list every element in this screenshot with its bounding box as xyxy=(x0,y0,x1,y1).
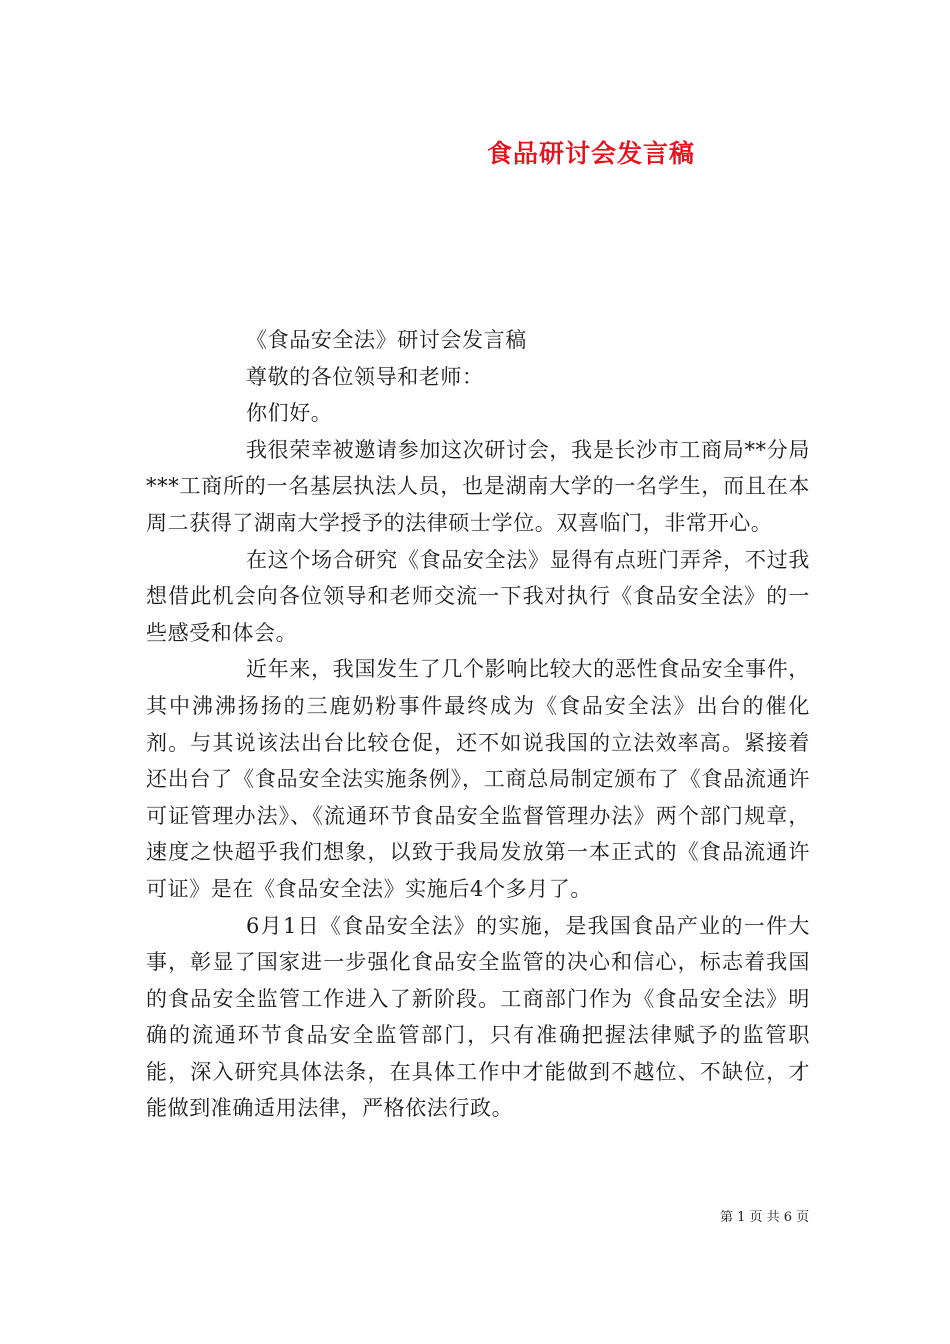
salutation: 尊敬的各位领导和老师： xyxy=(246,364,484,389)
page-title: 食品研讨会发言稿 xyxy=(487,139,696,168)
speech-heading: 《食品安全法》研讨会发言稿 xyxy=(246,328,527,352)
document-body xyxy=(146,322,810,1127)
greeting: 你们好。 xyxy=(246,401,333,426)
paragraph-background: 近年来，我国发生了几个影响比较大的恶性食品安全事件，其中沸沸扬扬的三鹿奶粉事件最终成为《食品安全法》出台的催化剂。与其说该法出台比较仓促，还不如说我国的立法效率高。紧接着还出台了《食品安全法实施条例》，工商总局制定颁布了《食品流通许可证管理办法》、《流通环节食品安全监督管理办法》两个部门规章，速度之快超乎我们想象，以致于我局发放第一本正式的《食品流通许可证》是在《食品安全法》实施后4个多月了。 xyxy=(146,657,810,901)
page-number: 第 1 页 共 6 页 xyxy=(720,1210,810,1225)
paragraph-purpose: 在这个场合研究《食品安全法》显得有点班门弄斧，不过我想借此机会向各位领导和老师交流一下我对执行《食品安全法》的一些感受和体会。 xyxy=(146,547,810,645)
paragraph-introduction: 我很荣幸被邀请参加这次研讨会，我是长沙市工商局**分局***工商所的一名基层执法人员，也是湖南大学的一名学生，而且在本周二获得了湖南大学授予的法律硕士学位。双喜临门，非常开心。 xyxy=(146,437,810,535)
paragraph-implementation: 6月1日《食品安全法》的实施，是我国食品产业的一件大事，彰显了国家进一步强化食品安全监管的决心和信心，标志着我国的食品安全监管工作进入了新阶段。工商部门作为《食品安全法》明确的流通环节食品安全监管部门，只有准确把握法律赋予的监管职能，深入研究具体法条，在具体工作中才能做到不越位、不缺位，才能做到准确适用法律，严格依法行政。 xyxy=(146,913,810,1121)
